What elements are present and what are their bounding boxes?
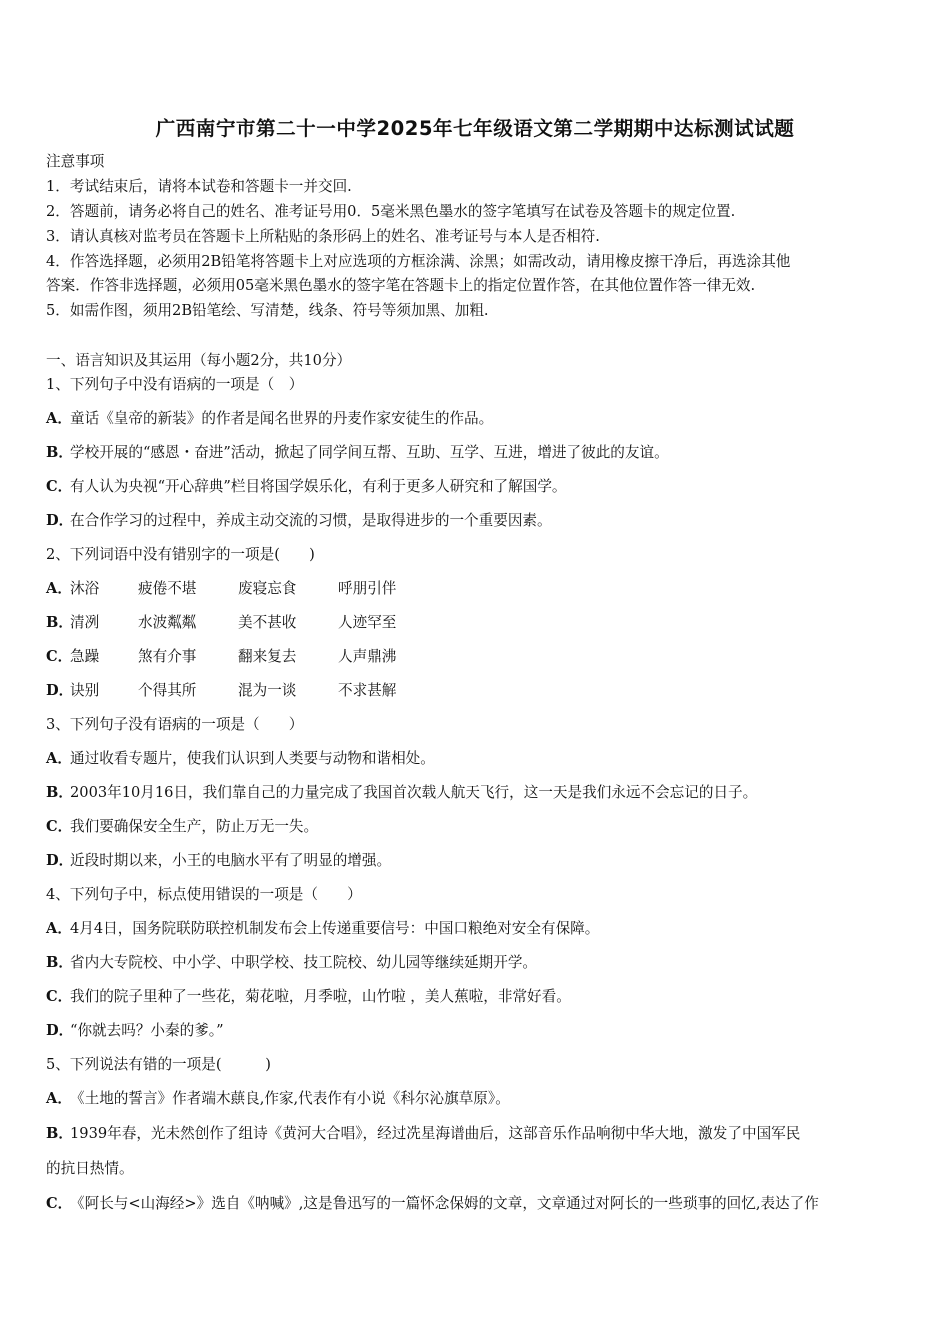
question-1-option-d [46, 511, 552, 531]
option-text: 省内大专院校、中小学、中职学校、技工院校、幼儿园等继续延期开学。 [70, 954, 538, 971]
option-text: 在合作学习的过程中，养成主动交流的习惯，是取得进步的一个重要因素。 [70, 512, 552, 529]
option-label: C． [46, 988, 73, 1005]
option-word: 呼朋引伴 [338, 580, 397, 597]
option-word: 沐浴 [70, 580, 100, 597]
question-3-option-d [46, 851, 391, 871]
question-3-option-b [46, 783, 757, 803]
option-label: B． [46, 1125, 73, 1142]
notice-item-5: 5．如需作图，须用2B铅笔绘、写清楚，线条、符号等须加黑、加粗. [46, 302, 489, 319]
option-text: 1939年春，光未然创作了组诗《黄河大合唱》，经过冼星海谱曲后，这部音乐作品响彻中华大地，激发了中国军民 [70, 1125, 801, 1142]
option-label: A． [46, 1090, 72, 1107]
option-word: 急躁 [70, 648, 100, 665]
option-label: D． [46, 682, 74, 699]
option-text: 2003年10月16日，我们靠自己的力量完成了我国首次载人航天飞行，这一天是我们永远不会忘记的日子。 [70, 784, 758, 801]
option-label: B． [46, 614, 73, 631]
option-word: 清冽 [70, 614, 100, 631]
option-label: A． [46, 410, 72, 427]
option-word: 个得其所 [138, 682, 197, 699]
option-word: 废寝忘食 [238, 580, 297, 597]
notice-item-4-cont: 答案．作答非选择题，必须用05毫米黑色墨水的签字笔在答题卡上的指定位置作答，在其他位置作答一律无效. [46, 277, 756, 294]
option-label: D． [46, 852, 74, 869]
question-5-option-b-cont [46, 1159, 134, 1179]
option-text: 《土地的誓言》作者端木蕻良,作家,代表作有小说《科尔沁旗草原》。 [70, 1090, 510, 1107]
option-text: 学校开展的“感恩・奋进”活动，掀起了同学间互帮、互助、互学、互进，增进了彼此的友谊。 [70, 444, 669, 461]
notice-item-4: 4．作答选择题，必须用2B铅笔将答题卡上对应选项的方框涂满、涂黑；如需改动，请用橡皮擦干净后，再选涂其他 [46, 253, 791, 270]
option-text: 我们要确保安全生产，防止万无一失。 [70, 818, 319, 835]
question-3-option-a [46, 749, 435, 769]
notice-heading: 注意事项 [46, 153, 105, 170]
question-3-stem: 3、下列句子没有语病的一项是（ ） [46, 716, 304, 733]
question-4-option-a [46, 919, 599, 939]
option-text: 我们的院子里种了一些花，菊花啦，月季啦，山竹啦 ，美人蕉啦，非常好看。 [70, 988, 571, 1005]
option-label: C． [46, 1195, 73, 1212]
option-word: 煞有介事 [138, 648, 197, 665]
page-title: 广西南宁市第二十一中学2025年七年级语文第二学期期中达标测试试题 [155, 117, 795, 140]
question-2-option-b [46, 613, 438, 633]
section-heading: 一、语言知识及其运用（每小题2分，共10分） [46, 352, 352, 369]
question-1-option-c [46, 477, 567, 497]
option-text: 通过收看专题片，使我们认识到人类要与动物和谐相处。 [70, 750, 435, 767]
option-text: 近段时期以来，小王的电脑水平有了明显的增强。 [70, 852, 392, 869]
question-5-option-a [46, 1089, 510, 1109]
option-label: B． [46, 444, 73, 461]
option-word: 疲倦不堪 [138, 580, 197, 597]
option-word: 混为一谈 [238, 682, 297, 699]
option-word: 诀别 [70, 682, 100, 699]
option-label: C． [46, 818, 73, 835]
option-text: “你就去吗？小秦的爹。” [70, 1022, 224, 1039]
option-label: A． [46, 750, 72, 767]
question-4-option-b [46, 953, 537, 973]
option-word: 不求甚解 [338, 682, 397, 699]
question-5-option-c [46, 1194, 819, 1214]
question-1-stem: 1、下列句子中没有语病的一项是（ ） [46, 376, 304, 393]
question-5-option-b [46, 1124, 800, 1144]
option-label: C． [46, 478, 73, 495]
notice-item-1: 1．考试结束后，请将本试卷和答题卡一并交回. [46, 178, 352, 195]
option-word: 人声鼎沸 [338, 648, 397, 665]
question-1-option-a [46, 409, 493, 429]
question-5-stem: 5、下列说法有错的一项是( ) [46, 1056, 271, 1073]
question-2-option-a [46, 579, 438, 599]
option-word: 翻来复去 [238, 648, 297, 665]
option-word: 水波粼粼 [138, 614, 197, 631]
option-label: B． [46, 954, 73, 971]
notice-item-2: 2．答题前，请务必将自己的姓名、准考证号用0．5毫米黑色墨水的签字笔填写在试卷及答题卡的规定位置. [46, 203, 736, 220]
question-1-option-b [46, 443, 669, 463]
option-text: 的抗日热情。 [46, 1160, 134, 1177]
option-label: A． [46, 580, 72, 597]
question-4-stem: 4、下列句子中，标点使用错误的一项是（ ） [46, 886, 362, 903]
option-word: 美不甚收 [238, 614, 297, 631]
question-2-option-c [46, 647, 438, 667]
option-text: 有人认为央视“开心辞典”栏目将国学娱乐化，有利于更多人研究和了解国学。 [70, 478, 567, 495]
question-2-stem: 2、下列词语中没有错别字的一项是( ) [46, 546, 315, 563]
option-label: D． [46, 1022, 74, 1039]
question-4-option-c [46, 987, 571, 1007]
option-label: B． [46, 784, 73, 801]
option-label: D． [46, 512, 74, 529]
question-3-option-c [46, 817, 318, 837]
question-4-option-d [46, 1021, 224, 1041]
option-text: 《阿长与<山海经>》选自《呐喊》,这是鲁迅写的一篇怀念保姆的文章，文章通过对阿长的一些琐事的回忆,表达了作 [70, 1195, 819, 1212]
option-text: 4月4日，国务院联防联控机制发布会上传递重要信号：中国口粮绝对安全有保障。 [70, 920, 600, 937]
option-text: 童话《皇帝的新装》的作者是闻名世界的丹麦作家安徒生的作品。 [70, 410, 494, 427]
question-2-option-d [46, 681, 438, 701]
option-label: C． [46, 648, 73, 665]
option-word: 人迹罕至 [338, 614, 397, 631]
notice-item-3: 3．请认真核对监考员在答题卡上所粘贴的条形码上的姓名、准考证号与本人是否相符. [46, 228, 600, 245]
option-label: A． [46, 920, 72, 937]
